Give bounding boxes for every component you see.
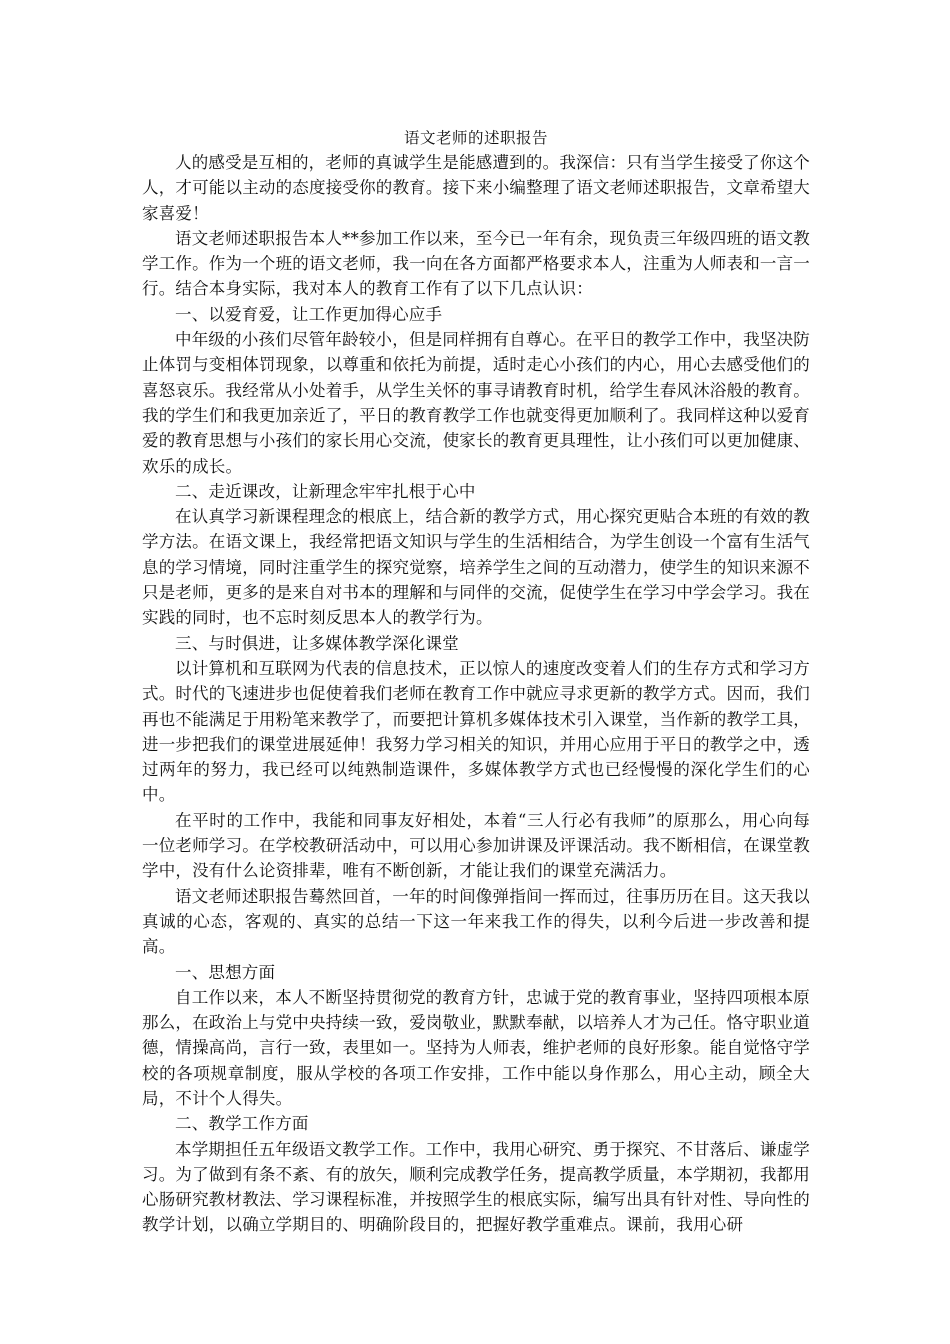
- document-page: [142, 126, 810, 1238]
- section-heading-curriculum-reform: 二、走近课改，让新理念牢牢扎根于心中: [175, 481, 476, 501]
- paragraph-curriculum-reform: 在认真学习新课程理念的根底上，结合新的教学方式，用心探究更贴合本班的有效的教学方法。在语文课上，我经常把语文知识与学生的生活相结合，为学生创设一个富有生活气息的学习情境，同时注重学生的探究觉察，培养学生之间的互动潜力，使学生的知识来源不只是老师，更多的是来自对书本的理解和与同伴的交流，促使学生在学习中学会学习。我在实践的同时，也不忘时刻反思本人的教学行为。: [142, 507, 810, 628]
- paragraph-love: 中年级的小孩们尽管年龄较小，但是同样拥有自尊心。在平日的教学工作中，我坚决防止体罚与变相体罚现象，以尊重和依托为前提，适时走心小孩们的内心，用心去感受他们的喜怒哀乐。我经常从小处着手，从学生关怀的事寻请教育时机，给学生春风沐浴般的教育。我的学生们和我更加亲近了，平日的教育教学工作也就变得更加顺利了。我同样这种以爱育爱的教育思想与小孩们的家长用心交流，使家长的教育更具理性，让小孩们可以更加健康、欢乐的成长。: [142, 330, 810, 476]
- section-heading-ideology: 一、思想方面: [175, 962, 276, 982]
- section-heading-multimedia: 三、与时俱进，让多媒体教学深化课堂: [175, 633, 459, 653]
- paragraph-intro: 人的感受是互相的，老师的真诚学生是能感遭到的。我深信：只有当学生接受了你这个人，才可能以主动的态度接受你的教育。接下来小编整理了语文老师述职报告，文章希望大家喜爱！: [142, 153, 810, 223]
- section-heading-teaching: 二、教学工作方面: [175, 1114, 309, 1134]
- document-title: 语文老师的述职报告: [403, 129, 548, 147]
- paragraph-review: 语文老师述职报告蓦然回首，一年的时间像弹指间一挥而过，往事历历在目。这天我以真诚的心态，客观的、真实的总结一下这一年来我工作的得失，以利今后进一步改善和提高。: [142, 886, 810, 957]
- paragraph-multimedia: 以计算机和互联网为代表的信息技术，正以惊人的速度改变着人们的生存方式和学习方式。时代的飞速进步也促使着我们老师在教育工作中就应寻求更新的教学方式。因而，我们再也不能满足于用粉笔来教学了，而要把计算机多媒体技术引入课堂，当作新的教学工具，进一步把我们的课堂进展延伸！我努力学习相关的知识，并用心应用于平日的教学之中，透过两年的努力，我已经可以纯熟制造课件，多媒体教学方式也已经慢慢的深化学生们的心中。: [142, 658, 810, 805]
- paragraph-ideology: 自工作以来，本人不断坚持贯彻党的教育方针，忠诚于党的教育事业，坚持四项根本原那么，在政治上与党中央持续一致，爱岗敬业，默默奉献，以培养人才为己任。恪守职业道德，情操高尚，言行一致，表里如一。坚持为人师表，维护老师的良好形象。能自觉恪守学校的各项规章制度，服从学校的各项工作安排，工作中能以身作那么，用心主动，顾全大局，不计个人得失。: [142, 987, 810, 1108]
- section-heading-love: 一、以爱育爱，让工作更加得心应手: [175, 304, 443, 324]
- paragraph-report-opening: 语文老师述职报告本人**参加工作以来，至今已一年有余，现负责三年级四班的语文教学工作。作为一个班的语文老师，我一向在各方面都严格要求本人，注重为人师表和一言一行。结合本身实际，我对本人的教育工作有了以下几点认识：: [142, 228, 810, 299]
- paragraph-teaching: 本学期担任五年级语文教学工作。工作中，我用心研究、勇于探究、不甘落后、谦虚学习。为了做到有条不紊、有的放矢，顺利完成教学任务，提高教学质量，本学期初，我都用心肠研究教材教法、学习课程标准，并按照学生的根底实际，编写出具有针对性、导向性的教学计划，以确立学期目的、明确阶段目的，把握好教学重难点。课前，我用心研: [142, 1139, 810, 1235]
- paragraph-colleagues: 在平时的工作中，我能和同事友好相处，本着“三人行必有我师”的原那么，用心向每一位老师学习。在学校教研活动中，可以用心参加讲课及评课活动。我不断相信，在课堂教学中，没有什么论资排辈，唯有不断创新，才能让我们的课堂充满活力。: [142, 810, 810, 881]
